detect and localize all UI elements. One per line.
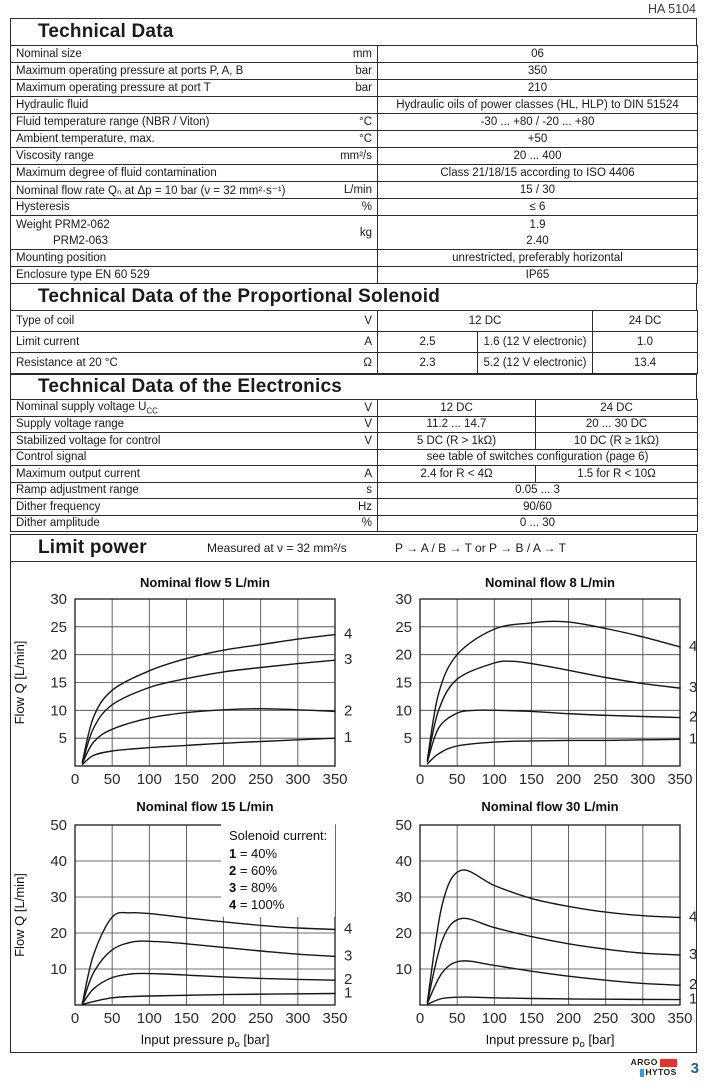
row-value-cell: 350 [378, 63, 698, 80]
curve-series-3 [427, 918, 680, 1002]
curve-end-label: 1 [689, 990, 698, 1008]
x-tick-label: 200 [211, 771, 237, 788]
row-value-cell: 210 [378, 80, 698, 97]
table-row [11, 515, 698, 532]
row-unit: °C [359, 116, 372, 128]
row-value-cell: 2.4 for R < 4Ω [378, 466, 536, 483]
row-value-cell: 1.5 for R < 10Ω [536, 466, 698, 483]
y-tick-label: 30 [395, 889, 412, 906]
curve-series-4 [82, 635, 335, 762]
y-tick-label: 20 [50, 925, 67, 942]
y-tick-label: 30 [50, 889, 67, 906]
row-value-cell: +50 [378, 131, 698, 148]
row-label: Nominal flow rate Qₙ at Δp = 10 bar (ν = 32 mm²·s⁻¹) [16, 185, 286, 197]
chart-title: Nominal flow 15 L/min [136, 799, 274, 814]
curve-series-1 [82, 994, 335, 1005]
curve-series-4 [427, 870, 680, 1001]
x-tick-label: 150 [173, 1010, 199, 1027]
row-label-cell [11, 63, 378, 80]
chart-title: Nominal flow 30 L/min [481, 799, 619, 814]
curve-series-3 [82, 660, 335, 762]
row-value-cell: Class 21/18/15 according to ISO 4406 [378, 165, 698, 182]
chart-title: Nominal flow 5 L/min [139, 575, 271, 590]
section-technical-data-header [10, 18, 697, 46]
logo-blue-block [640, 1069, 644, 1077]
section-solenoid-header [10, 283, 697, 311]
row-unit: V [364, 434, 372, 447]
row-label: Fluid temperature range (NBR / Viton) [16, 116, 210, 128]
table-row [11, 433, 698, 450]
curve-end-label: 4 [344, 920, 353, 938]
curve-series-2 [82, 709, 335, 764]
table-row [11, 482, 698, 499]
row-label-cell [11, 449, 378, 466]
row-label: Dither frequency [16, 500, 101, 513]
table-row [11, 449, 698, 466]
x-tick-label: 50 [103, 1010, 121, 1027]
x-axis-label: Input pressure $p_o$ [bar] [140, 1032, 270, 1050]
logo-red-block [660, 1059, 677, 1067]
row-label: Dither amplitude [16, 517, 100, 530]
row-unit: L/min [343, 184, 372, 196]
row-value-cell: see table of switches configuration (page 6) [378, 449, 698, 466]
y-tick-label: 20 [395, 925, 412, 942]
logo-text-argo: ARGO [630, 1057, 658, 1067]
legend-item: 3 = 80% [229, 880, 278, 895]
row-label: Supply voltage range [16, 418, 125, 431]
row-value-cell: 24 DC [536, 400, 698, 417]
proportional-solenoid-table [10, 310, 698, 374]
curve-series-1 [427, 997, 680, 1004]
table-row [11, 267, 698, 284]
curve-series-1 [427, 739, 680, 763]
y-tick-label: 10 [50, 961, 67, 978]
row-label-cell [11, 250, 378, 267]
x-tick-label: 150 [173, 771, 199, 788]
argo-hytos-logo [631, 1058, 677, 1077]
row-unit: kg [359, 226, 372, 239]
y-tick-label: 15 [50, 674, 67, 692]
row-value-cell: 12 DC [378, 400, 536, 417]
x-tick-label: 50 [448, 771, 466, 788]
curve-end-label: 2 [689, 976, 698, 994]
row-label: Resistance at 20 °C [16, 357, 118, 369]
x-tick-label: 0 [70, 1010, 80, 1027]
x-tick-label: 100 [136, 771, 162, 788]
row-label-cell [11, 499, 378, 516]
curve-end-label: 4 [344, 625, 353, 643]
y-tick-label: 10 [50, 702, 67, 720]
x-tick-label: 350 [322, 1010, 348, 1027]
y-tick-label: 20 [395, 646, 412, 664]
chart-nominal-flow-30-lmin [355, 797, 698, 1050]
x-tick-label: 0 [415, 771, 425, 788]
row-label-cell [11, 466, 378, 483]
x-tick-label: 50 [103, 771, 121, 788]
logo-text-hytos: HYTOS [645, 1067, 677, 1077]
table-row [11, 216, 698, 250]
section-title: Technical Data [38, 21, 174, 42]
row-label: Mounting position [16, 252, 107, 264]
y-tick-label: 40 [50, 853, 67, 870]
curve-end-label: 1 [344, 729, 353, 747]
page-footer [631, 1058, 699, 1077]
x-tick-label: 250 [248, 771, 274, 788]
row-value-cell: 90/60 [378, 499, 698, 516]
row-label: Hydraulic fluid [16, 99, 89, 111]
row-label-cell [11, 97, 378, 114]
y-tick-label: 10 [395, 961, 412, 978]
curve-end-label: 1 [689, 730, 698, 748]
curve-end-label: 3 [689, 679, 698, 697]
x-tick-label: 150 [518, 1010, 544, 1027]
row-label: Maximum operating pressure at ports P, A, B [16, 65, 244, 77]
curve-end-label: 3 [344, 947, 353, 965]
row-unit: °C [359, 133, 372, 145]
row-value-cell: 2.3 [378, 353, 478, 374]
curve-end-label: 3 [344, 651, 353, 669]
row-value-cell: 24 DC [593, 311, 698, 332]
y-tick-label: 5 [403, 730, 412, 748]
row-label: Ramp adjustment range [16, 484, 139, 497]
row-value-cell [378, 216, 698, 250]
x-tick-label: 300 [285, 771, 311, 788]
row-value-cell: 10 DC (R ≥ 1kΩ) [536, 433, 698, 450]
chart-nominal-flow-5-lmin [10, 570, 353, 790]
curve-end-label: 4 [689, 908, 698, 926]
table-row [11, 63, 698, 80]
x-tick-label: 200 [556, 1010, 582, 1027]
row-value-cell: 13.4 [593, 353, 698, 374]
table-row [11, 148, 698, 165]
row-label: Enclosure type EN 60 529 [16, 269, 150, 281]
row-value-cell: 15 / 30 [378, 182, 698, 199]
row-value-cell: ≤ 6 [378, 199, 698, 216]
table-row [11, 400, 698, 417]
x-tick-label: 300 [630, 1010, 656, 1027]
row-label-cell [11, 515, 378, 532]
curve-series-4 [427, 621, 680, 759]
row-value: 2.40 [526, 234, 549, 247]
limit-power-measured-note: Measured at ν = 32 mm²/s [207, 541, 347, 555]
curve-end-label: 4 [689, 637, 698, 655]
row-label-cell [11, 416, 378, 433]
x-tick-label: 200 [211, 1010, 237, 1027]
row-label-cell [11, 165, 378, 182]
row-value-cell: 2.5 [378, 332, 478, 353]
legend-title: Solenoid current: [229, 828, 328, 843]
row-label: Control signal [16, 451, 87, 464]
table-row [11, 182, 698, 199]
row-value-cell: 0.05 ... 3 [378, 482, 698, 499]
row-unit: mm [352, 48, 372, 60]
y-tick-label: 25 [50, 618, 67, 636]
y-axis-label: Flow Q [L/min] [12, 873, 27, 957]
table-row [11, 353, 698, 374]
row-unit: Ω [363, 357, 372, 369]
x-tick-label: 350 [667, 1010, 693, 1027]
row-label-cell [11, 433, 378, 450]
row-value-cell: 11.2 ... 14.7 [378, 416, 536, 433]
table-row [11, 80, 698, 97]
table-row [11, 250, 698, 267]
x-tick-label: 100 [481, 1010, 507, 1027]
y-tick-label: 25 [395, 618, 412, 636]
row-label-cell [11, 482, 378, 499]
row-value-cell: 5 DC (R > 1kΩ) [378, 433, 536, 450]
row-label-cell [11, 199, 378, 216]
x-tick-label: 300 [285, 1010, 311, 1027]
section-title: Limit power [38, 537, 147, 558]
row-unit: Hz [357, 500, 372, 513]
row-unit: V [364, 418, 372, 431]
y-tick-label: 10 [395, 702, 412, 720]
x-tick-label: 0 [415, 1010, 425, 1027]
row-label: Maximum operating pressure at port T [16, 82, 211, 94]
row-label-cell [11, 353, 378, 374]
row-value-cell: IP65 [378, 267, 698, 284]
row-value: 1.9 [529, 218, 546, 231]
table-row [11, 46, 698, 63]
row-value-cell: 1.0 [593, 332, 698, 353]
row-label-cell [11, 46, 378, 63]
row-value-cell: 20 ... 30 DC [536, 416, 698, 433]
row-label: Nominal size [16, 48, 82, 60]
y-axis-label: Flow Q [L/min] [12, 640, 27, 725]
row-label-cell [11, 267, 378, 284]
table-row [11, 416, 698, 433]
y-tick-label: 15 [395, 674, 412, 692]
section-title: Technical Data of the Electronics [38, 376, 342, 397]
row-label-cell [11, 311, 378, 332]
table-row [11, 131, 698, 148]
row-label [15, 217, 110, 249]
row-label: Hysteresis [16, 201, 70, 213]
row-label: Viscosity range [16, 150, 94, 162]
curve-end-label: 3 [689, 945, 698, 963]
x-axis-label: Input pressure $p_o$ [bar] [485, 1032, 615, 1050]
section-limit-power-header [10, 534, 697, 562]
limit-power-flow-paths: P → A / B → T or P → B / A → T [395, 541, 566, 555]
section-title: Technical Data of the Proportional Solenoid [38, 286, 441, 307]
chart-nominal-flow-15-lmin [10, 797, 353, 1050]
table-row [11, 97, 698, 114]
row-unit: % [361, 201, 372, 213]
row-unit: A [364, 336, 372, 348]
row-label-cell [11, 216, 378, 250]
row-unit: mm²/s [340, 150, 372, 162]
row-label-subscript: CC [146, 405, 158, 415]
y-tick-label: 30 [395, 591, 412, 608]
row-unit: V [364, 315, 372, 327]
legend-item: 2 = 60% [229, 863, 278, 878]
row-label: Maximum degree of fluid contamination [16, 167, 217, 179]
curve-end-label: 2 [344, 702, 353, 720]
y-tick-label: 50 [50, 817, 67, 834]
y-tick-label: 20 [50, 646, 67, 664]
x-tick-label: 100 [136, 1010, 162, 1027]
y-tick-label: 50 [395, 817, 412, 834]
row-label-cell [11, 148, 378, 165]
row-label: Type of coil [16, 315, 75, 327]
table-row [11, 332, 698, 353]
table-row [11, 114, 698, 131]
curve-series-1 [82, 738, 335, 764]
curve-end-label: 2 [689, 708, 698, 726]
row-label-cell [11, 114, 378, 131]
row-label-cell [11, 131, 378, 148]
row-value-cell: Hydraulic oils of power classes (HL, HLP) to DIN 51524 [378, 97, 698, 114]
x-tick-label: 50 [448, 1010, 466, 1027]
legend-item: 4 = 100% [229, 897, 285, 912]
curve-series-2 [82, 973, 335, 1003]
row-label: Stabilized voltage for control [16, 434, 161, 447]
x-tick-label: 300 [630, 771, 656, 788]
x-tick-label: 200 [556, 771, 582, 788]
row-label-cell [11, 332, 378, 353]
curve-end-label: 1 [344, 984, 353, 1002]
row-label-cell [11, 80, 378, 97]
x-tick-label: 350 [667, 771, 693, 788]
electronics-table [10, 399, 698, 532]
row-label-line: PRM2-063 [53, 234, 108, 247]
table-row [11, 199, 698, 216]
chart-title: Nominal flow 8 L/min [484, 575, 616, 590]
row-value-cell: 5.2 (12 V electronic) [478, 353, 593, 374]
y-tick-label: 30 [50, 591, 67, 608]
row-value-cell: 0 ... 30 [378, 515, 698, 532]
row-unit: V [364, 401, 372, 414]
row-value-cell: 20 ... 400 [378, 148, 698, 165]
row-unit: s [366, 484, 372, 497]
row-label: Limit current [16, 336, 80, 348]
row-label: Maximum output current [16, 467, 140, 480]
curve-end-label: 2 [344, 971, 353, 989]
row-unit: bar [355, 82, 372, 94]
x-tick-label: 100 [481, 771, 507, 788]
chart-nominal-flow-8-lmin [355, 570, 698, 790]
document-reference: HA 5104 [648, 2, 696, 16]
row-value-cell: 1.6 (12 V electronic) [478, 332, 593, 353]
row-label: Ambient temperature, max. [16, 133, 155, 145]
row-value-cell: 06 [378, 46, 698, 63]
table-row [11, 466, 698, 483]
table-row [11, 311, 698, 332]
x-tick-label: 150 [518, 771, 544, 788]
technical-data-table [10, 45, 698, 284]
x-tick-label: 250 [248, 1010, 274, 1027]
row-label-cell [11, 182, 378, 199]
curve-series-2 [427, 710, 680, 761]
y-tick-label: 5 [58, 730, 67, 748]
y-tick-label: 40 [395, 853, 412, 870]
table-row [11, 165, 698, 182]
table-row [11, 499, 698, 516]
x-tick-label: 350 [322, 771, 348, 788]
row-label-cell [11, 400, 378, 417]
x-tick-label: 250 [593, 771, 619, 788]
legend-item: 1 = 40% [229, 846, 278, 861]
page-number: 3 [690, 1060, 699, 1077]
row-unit: % [361, 517, 372, 530]
section-electronics-header [10, 374, 697, 400]
row-unit: bar [355, 65, 372, 77]
x-tick-label: 250 [593, 1010, 619, 1027]
row-value-cell: unrestricted, preferably horizontal [378, 250, 698, 267]
curve-series-4 [82, 913, 335, 1004]
row-unit: A [364, 467, 372, 480]
x-tick-label: 0 [70, 771, 80, 788]
row-label: Nominal supply voltage $U_{CC}$ [16, 400, 158, 415]
row-label-line: Weight PRM2-062 [16, 218, 110, 231]
row-value-cell: -30 ... +80 / -20 ... +80 [378, 114, 698, 131]
row-value-cell: 12 DC [378, 311, 593, 332]
